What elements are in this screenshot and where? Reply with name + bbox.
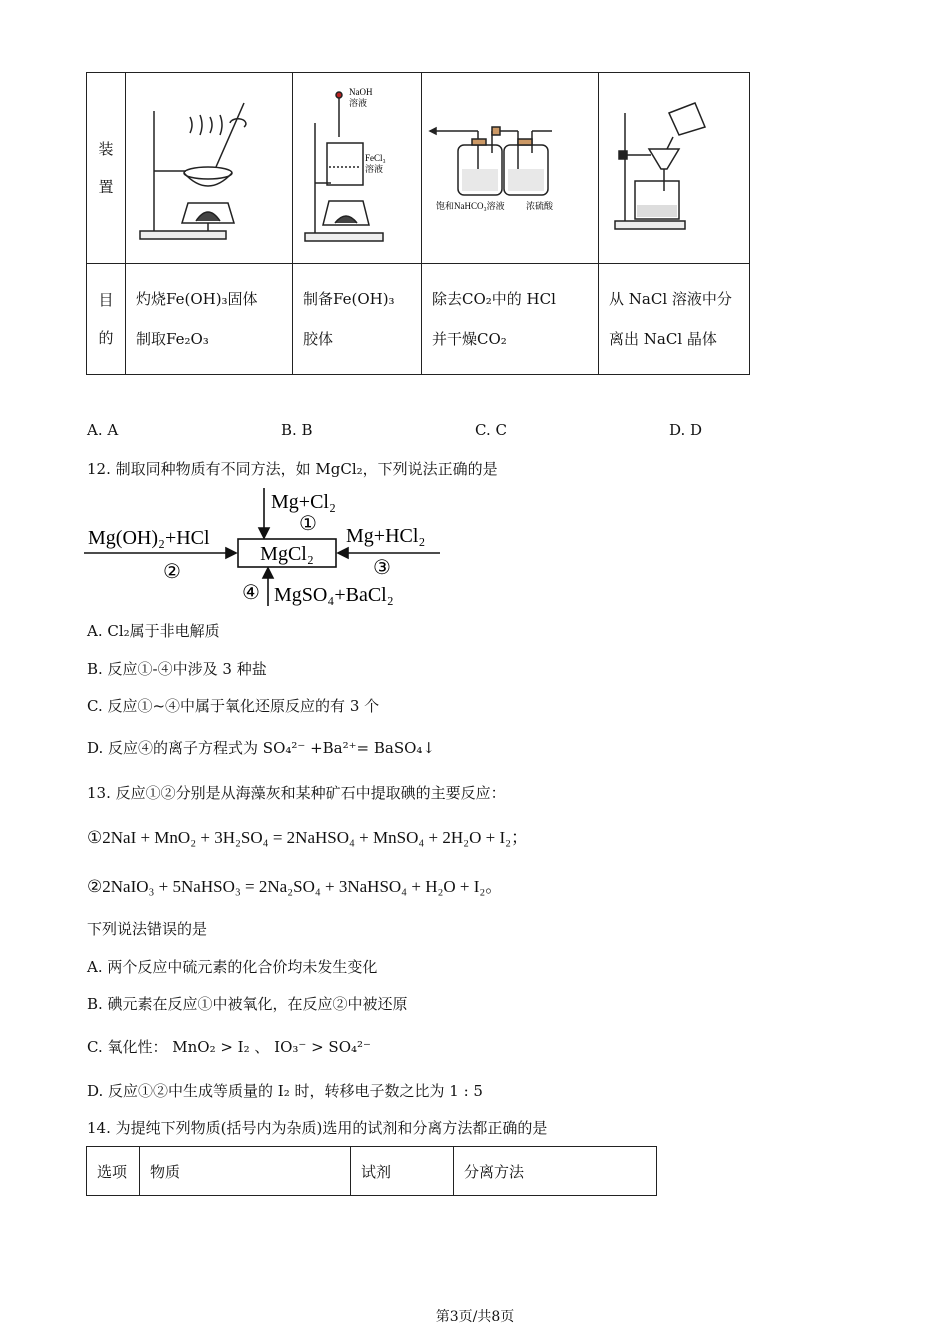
purpose-a bbox=[126, 264, 293, 375]
row-label-text: 目 的 bbox=[98, 291, 114, 347]
q14-table bbox=[86, 1146, 657, 1196]
q11-option-c: C. C bbox=[475, 421, 507, 439]
naoh-solution-label: 溶液 bbox=[349, 98, 368, 108]
conc-sulfuric-label: 浓硫酸 bbox=[526, 201, 554, 211]
purpose-c bbox=[422, 264, 599, 375]
row-label-purpose bbox=[87, 264, 126, 375]
q13-ask: 下列说法错误的是 bbox=[87, 920, 208, 938]
diagram-n2: ② bbox=[163, 561, 181, 583]
diagram-bottom: MgSO₄+BaCl₂ bbox=[274, 584, 394, 606]
page-footer: 第3页/共8页 bbox=[435, 1309, 515, 1325]
q14-header-option: 选项 bbox=[87, 1147, 140, 1196]
q11-option-b: B. B bbox=[281, 421, 313, 439]
q14-stem: 14. 为提纯下列物质(括号内为杂质)选用的试剂和分离方法都正确的是 bbox=[87, 1119, 548, 1137]
evaporation-figure bbox=[599, 73, 749, 259]
q14-header-substance: 物质 bbox=[140, 1147, 351, 1196]
q13-option-d: D. 反应①②中生成等质量的 I₂ 时，转移电子数之比为 1 : 5 bbox=[87, 1082, 483, 1100]
fecl3-label: FeCl₃ bbox=[365, 153, 386, 163]
purpose-line: 制备Fe(OH)₃ bbox=[303, 290, 395, 308]
q13-equation-2: ②2NaIO₃ + 5NaHSO₃ = 2Na₂SO₄ + 3NaHSO₄ + H₂O + I₂。 bbox=[87, 877, 503, 896]
q13-option-b: B. 碘元素在反应①中被氧化，在反应②中被还原 bbox=[87, 995, 408, 1013]
purpose-line: 灼烧Fe(OH)₃固体 bbox=[136, 290, 258, 308]
q12-option-b: B. 反应①-④中涉及 3 种盐 bbox=[87, 660, 267, 678]
purpose-d bbox=[599, 264, 750, 375]
ignition-apparatus-figure bbox=[126, 73, 292, 259]
row-label-text: 装 置 bbox=[98, 140, 114, 196]
apparatus-c bbox=[422, 73, 599, 264]
colloid-apparatus-figure bbox=[293, 73, 421, 259]
purpose-line: 从 NaCl 溶液中分 bbox=[609, 290, 732, 308]
diagram-n4: ④ bbox=[242, 582, 260, 604]
diagram-top: Mg+Cl₂ bbox=[271, 491, 336, 513]
q13-stem: 13. 反应①②分别是从海藻灰和某种矿石中提取碘的主要反应： bbox=[87, 784, 506, 802]
q11-option-d: D. D bbox=[669, 421, 703, 439]
nahco3-label: 饱和NaHCO₃溶液 bbox=[436, 201, 505, 211]
apparatus-d bbox=[599, 73, 750, 264]
q14-header-reagent: 试剂 bbox=[351, 1147, 454, 1196]
purpose-line: 制取Fe₂O₃ bbox=[136, 330, 209, 348]
q13-option-c: C. 氧化性： MnO₂ > I₂ 、 IO₃⁻ > SO₄²⁻ bbox=[87, 1038, 371, 1056]
gas-washing-figure bbox=[422, 73, 598, 259]
purpose-b bbox=[293, 264, 422, 375]
diagram-right: Mg+HCl₂ bbox=[346, 525, 426, 547]
q12-stem: 12. 制取同种物质有不同方法，如 MgCl₂，下列说法正确的是 bbox=[87, 460, 498, 478]
q12-option-d: D. 反应④的离子方程式为 SO₄²⁻ +Ba²⁺= BaSO₄↓ bbox=[87, 739, 436, 757]
apparatus-table bbox=[86, 72, 750, 375]
purpose-line: 并干燥CO₂ bbox=[432, 330, 507, 348]
diagram-center: MgCl₂ bbox=[260, 543, 314, 565]
row-label-apparatus bbox=[87, 73, 126, 264]
q13-equation-1: ①2NaI + MnO₂ + 3H₂SO₄ = 2NaHSO₄ + MnSO₄ + 2H₂O + I₂； bbox=[87, 828, 529, 847]
purpose-line: 离出 NaCl 晶体 bbox=[609, 330, 717, 348]
q11-option-a: A. A bbox=[87, 421, 119, 439]
purpose-line: 胶体 bbox=[303, 330, 334, 348]
purpose-line: 除去CO₂中的 HCl bbox=[432, 290, 556, 308]
diagram-n3: ③ bbox=[373, 557, 391, 579]
naoh-label: NaOH bbox=[349, 87, 373, 97]
fecl3-solution-label: 溶液 bbox=[365, 164, 384, 174]
q12-option-c: C. 反应①~④中属于氧化还原反应的有 3 个 bbox=[87, 697, 380, 715]
q12-option-a: A. Cl₂属于非电解质 bbox=[87, 622, 220, 640]
mgcl2-reaction-diagram bbox=[84, 482, 444, 610]
diagram-n1: ① bbox=[299, 513, 317, 535]
apparatus-b bbox=[293, 73, 422, 264]
diagram-left: Mg(OH)₂+HCl bbox=[88, 527, 210, 549]
q14-header-method: 分离方法 bbox=[454, 1147, 657, 1196]
apparatus-a bbox=[126, 73, 293, 264]
q13-option-a: A. 两个反应中硫元素的化合价均未发生变化 bbox=[87, 958, 378, 976]
